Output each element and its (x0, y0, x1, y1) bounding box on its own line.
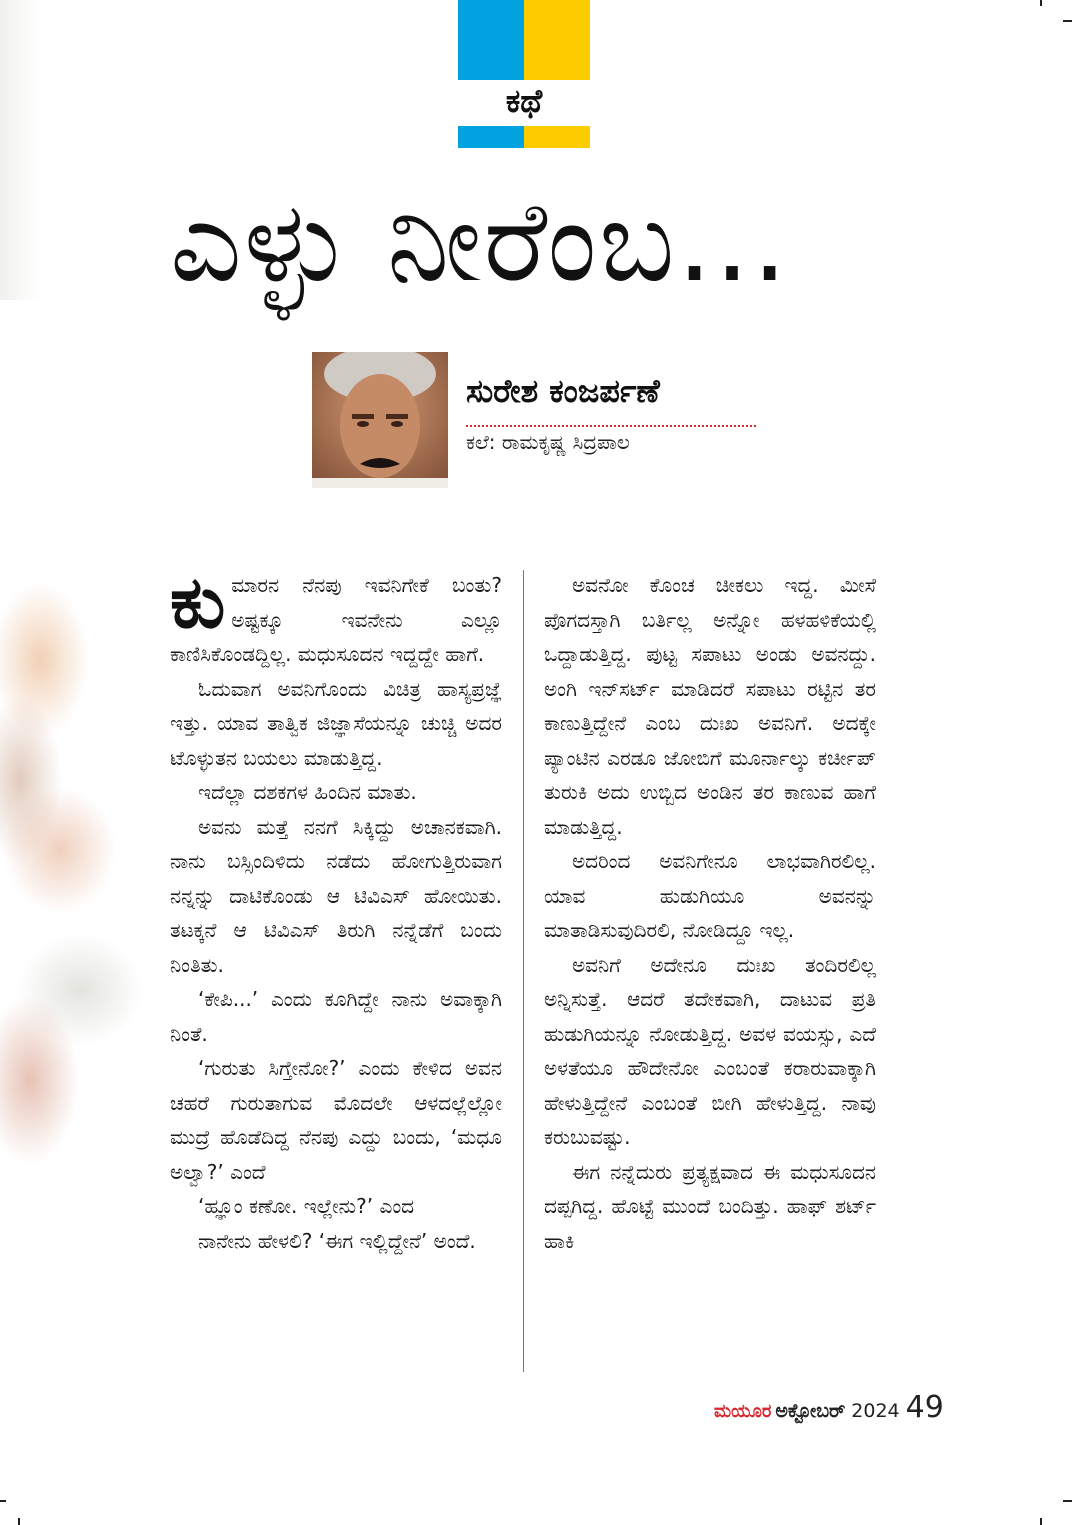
section-bar-blue (458, 126, 524, 148)
crop-mark (1040, 0, 1042, 6)
page-footer (714, 1390, 944, 1425)
issue-year: 2024 (851, 1400, 900, 1422)
paragraph: ಅವನೋ ಕೊಂಚ ಚೀಕಲು ಇದ್ದ. ಮೀಸೆ ಪೊಗದಸ್ತಾಗಿ ಬರ್ತಿಲ್ಲ ಅನ್ನೋ ಹಳಹಳಿಕೆಯಲ್ಲಿ ಒದ್ದಾಡುತ್ತಿದ್ದ. ಪುಟ್ಟ ಸಪಾಟು ಅಂಡು ಅವನದ್ದು. ಅಂಗಿ ಇನ್‌ಸರ್ಟ್ ಮಾಡಿದರೆ ಸಪಾಟು ರಟ್ಟಿನ ತರ ಕಾಣುತ್ತಿದ್ದೇನೆ ಎಂಬ ದುಃಖ ಅವನಿಗೆ. ಅದಕ್ಕೇ ಪ್ಯಾಂಟಿನ ಎರಡೂ ಜೋಬಿಗೆ ಮೂರ್ನಾಲ್ಕು ಕರ್ಚೀಪ್ ತುರುಕಿ ಅದು ಉಬ್ಬಿದ ಅಂಡಿನ ತರ ಕಾಣುವ ಹಾಗೆ ಮಾಡುತ್ತಿದ್ದ. (544, 573, 876, 839)
paragraph: ‘ಗುರುತು ಸಿಗ್ತೇನೋ?’ ಎಂದು ಕೇಳಿದ ಅವನ ಚಹರೆ ಗುರುತಾಗುವ ಮೊದಲೇ ಆಳದಲ್ಲೆಲ್ಲೋ ಮುದ್ರೆ ಹೊಡೆದಿದ್ದ ನೆನಪು ಎದ್ದು ಬಂದು, ‘ಮಧೂ ಅಲ್ವಾ?’ ಎಂದೆ (170, 1056, 502, 1184)
paragraph: ಓದುವಾಗ ಅವನಿಗೊಂದು ವಿಚಿತ್ರ ಹಾಸ್ಯಪ್ರಜ್ಞೆ ಇತ್ತು. ಯಾವ ತಾತ್ವಿಕ ಜಿಜ್ಞಾಸೆಯನ್ನೂ ಚುಚ್ಚಿ ಅದರ ಟೊಳ್ಳುತನ ಬಯಲು ಮಾಡುತ್ತಿದ್ದ. (170, 676, 502, 770)
paragraph: ನಾನೇನು ಹೇಳಲಿ? ‘ಈಗ ಇಲ್ಲಿದ್ದೇನೆ’ ಅಂದೆ. (198, 1228, 476, 1253)
story-column-2 (544, 568, 876, 1258)
crop-mark (0, 1500, 6, 1502)
crop-mark (1040, 1518, 1042, 1525)
dotted-divider (466, 425, 756, 427)
crop-mark (1063, 1500, 1072, 1502)
paragraph: ‘ಕೇಪಿ...’ ಎಂದು ಕೂಗಿದ್ದೇ ನಾನು ಅವಾಕ್ಕಾಗಿ ನಿಂತೆ. (170, 987, 502, 1046)
paragraph: ಇದೆಲ್ಲಾ ದಶಕಗಳ ಹಿಂದಿನ ಮಾತು. (198, 780, 417, 804)
author-name: ಸುರೇಶ ಕಂಜರ್ಪಣೆ (466, 372, 660, 410)
author-photo (312, 352, 448, 488)
drop-cap: ಕು (170, 560, 226, 644)
section-bar-yellow (524, 126, 590, 148)
section-tag: ಕಥೆ (505, 82, 543, 120)
illustration-credit: ಕಲೆ: ರಾಮಕೃಷ್ಣ ಸಿದ್ರಪಾಲ (466, 430, 630, 454)
watercolor-illustration (0, 520, 160, 1240)
paragraph: ಕುಮಾರನ ನೆನಪು ಇವನಿಗೇಕೆ ಬಂತು? ಅಷ್ಟಕ್ಕೂ ಇವನೇನು ಎಲ್ಲೂ ಕಾಣಿಸಿಕೊಂಡದ್ದಿಲ್ಲ. ಮಧುಸೂದನ ಇದ್ದದ್ದೇ ಹಾಗೆ. (170, 560, 502, 666)
section-square-yellow (524, 0, 590, 80)
paragraph: ಅವನಿಗೆ ಅದೇನೂ ದುಃಖ ತಂದಿರಲಿಲ್ಲ ಅನ್ನಿಸುತ್ತೆ. ಆದರೆ ತದೇಕವಾಗಿ, ದಾಟುವ ಪ್ರತಿ ಹುಡುಗಿಯನ್ನೂ ನೋಡುತ್ತಿದ್ದ. ಅವಳ ವಯಸ್ಸು, ಎದೆ ಅಳತೆಯೂ ಹೌದೇನೋ ಎಂಬಂತೆ ಕರಾರುವಾಕ್ಕಾಗಿ ಹೇಳುತ್ತಿದ್ದೇನೆ ಎಂಬಂತೆ ಬೀಗಿ ಹೇಳುತ್ತಿದ್ದ. ನಾವು ಕರುಬುವಷ್ಟು. (544, 952, 876, 1149)
author-portrait-icon (312, 352, 448, 488)
watercolor-illustration-top (0, 0, 40, 300)
crop-mark (1063, 20, 1072, 22)
page-number: 49 (905, 1390, 944, 1425)
section-square-blue (458, 0, 524, 80)
paragraph: ಅದರಿಂದ ಅವನಿಗೇನೂ ಲಾಭವಾಗಿರಲಿಲ್ಲ. ಯಾವ ಹುಡುಗಿಯೂ ಅವನನ್ನು ಮಾತಾಡಿಸುವುದಿರಲಿ, ನೋಡಿದ್ದೂ ಇಲ್ಲ. (544, 849, 876, 942)
column-rule (523, 570, 524, 1372)
story-column-1 (170, 560, 502, 1258)
story-title: ಎಳ್ಳು ನೀರೆಂಬ... (170, 177, 790, 307)
paragraph: ಅವನು ಮತ್ತೆ ನನಗೆ ಸಿಕ್ಕಿದ್ದು ಅಚಾನಕವಾಗಿ. ನಾನು ಬಸ್ಸಿಂದಿಳಿದು ನಡೆದು ಹೋಗುತ್ತಿರುವಾಗ ನನ್ನನ್ನು ದಾಟಿಕೊಂಡು ಆ ಟಿವಿಎಸ್ ಹೋಯಿತು. ತಟಕ್ಕನೆ ಆ ಟಿವಿಎಸ್ ತಿರುಗಿ ನನ್ನೆಡೆಗೆ ಬಂದು ನಿಂತಿತು. (170, 814, 502, 977)
magazine-name: ಮಯೂರ (714, 1401, 772, 1422)
paragraph: ‘ಹ್ಞೂಂ ಕಣೋ. ಇಲ್ಲೇನು?’ ಎಂದ (198, 1194, 415, 1218)
crop-mark (18, 1518, 20, 1525)
issue-month: ಅಕ್ಟೋಬರ್ (775, 1400, 846, 1422)
paragraph: ಈಗ ನನ್ನೆದುರು ಪ್ರತ್ಯಕ್ಷವಾದ ಈ ಮಧುಸೂದನ ದಪ್ಪಗಿದ್ದ. ಹೊಟ್ಟೆ ಮುಂದೆ ಬಂದಿತ್ತು. ಹಾಫ್ ಶರ್ಟ್ ಹಾಕಿ (544, 1159, 876, 1253)
